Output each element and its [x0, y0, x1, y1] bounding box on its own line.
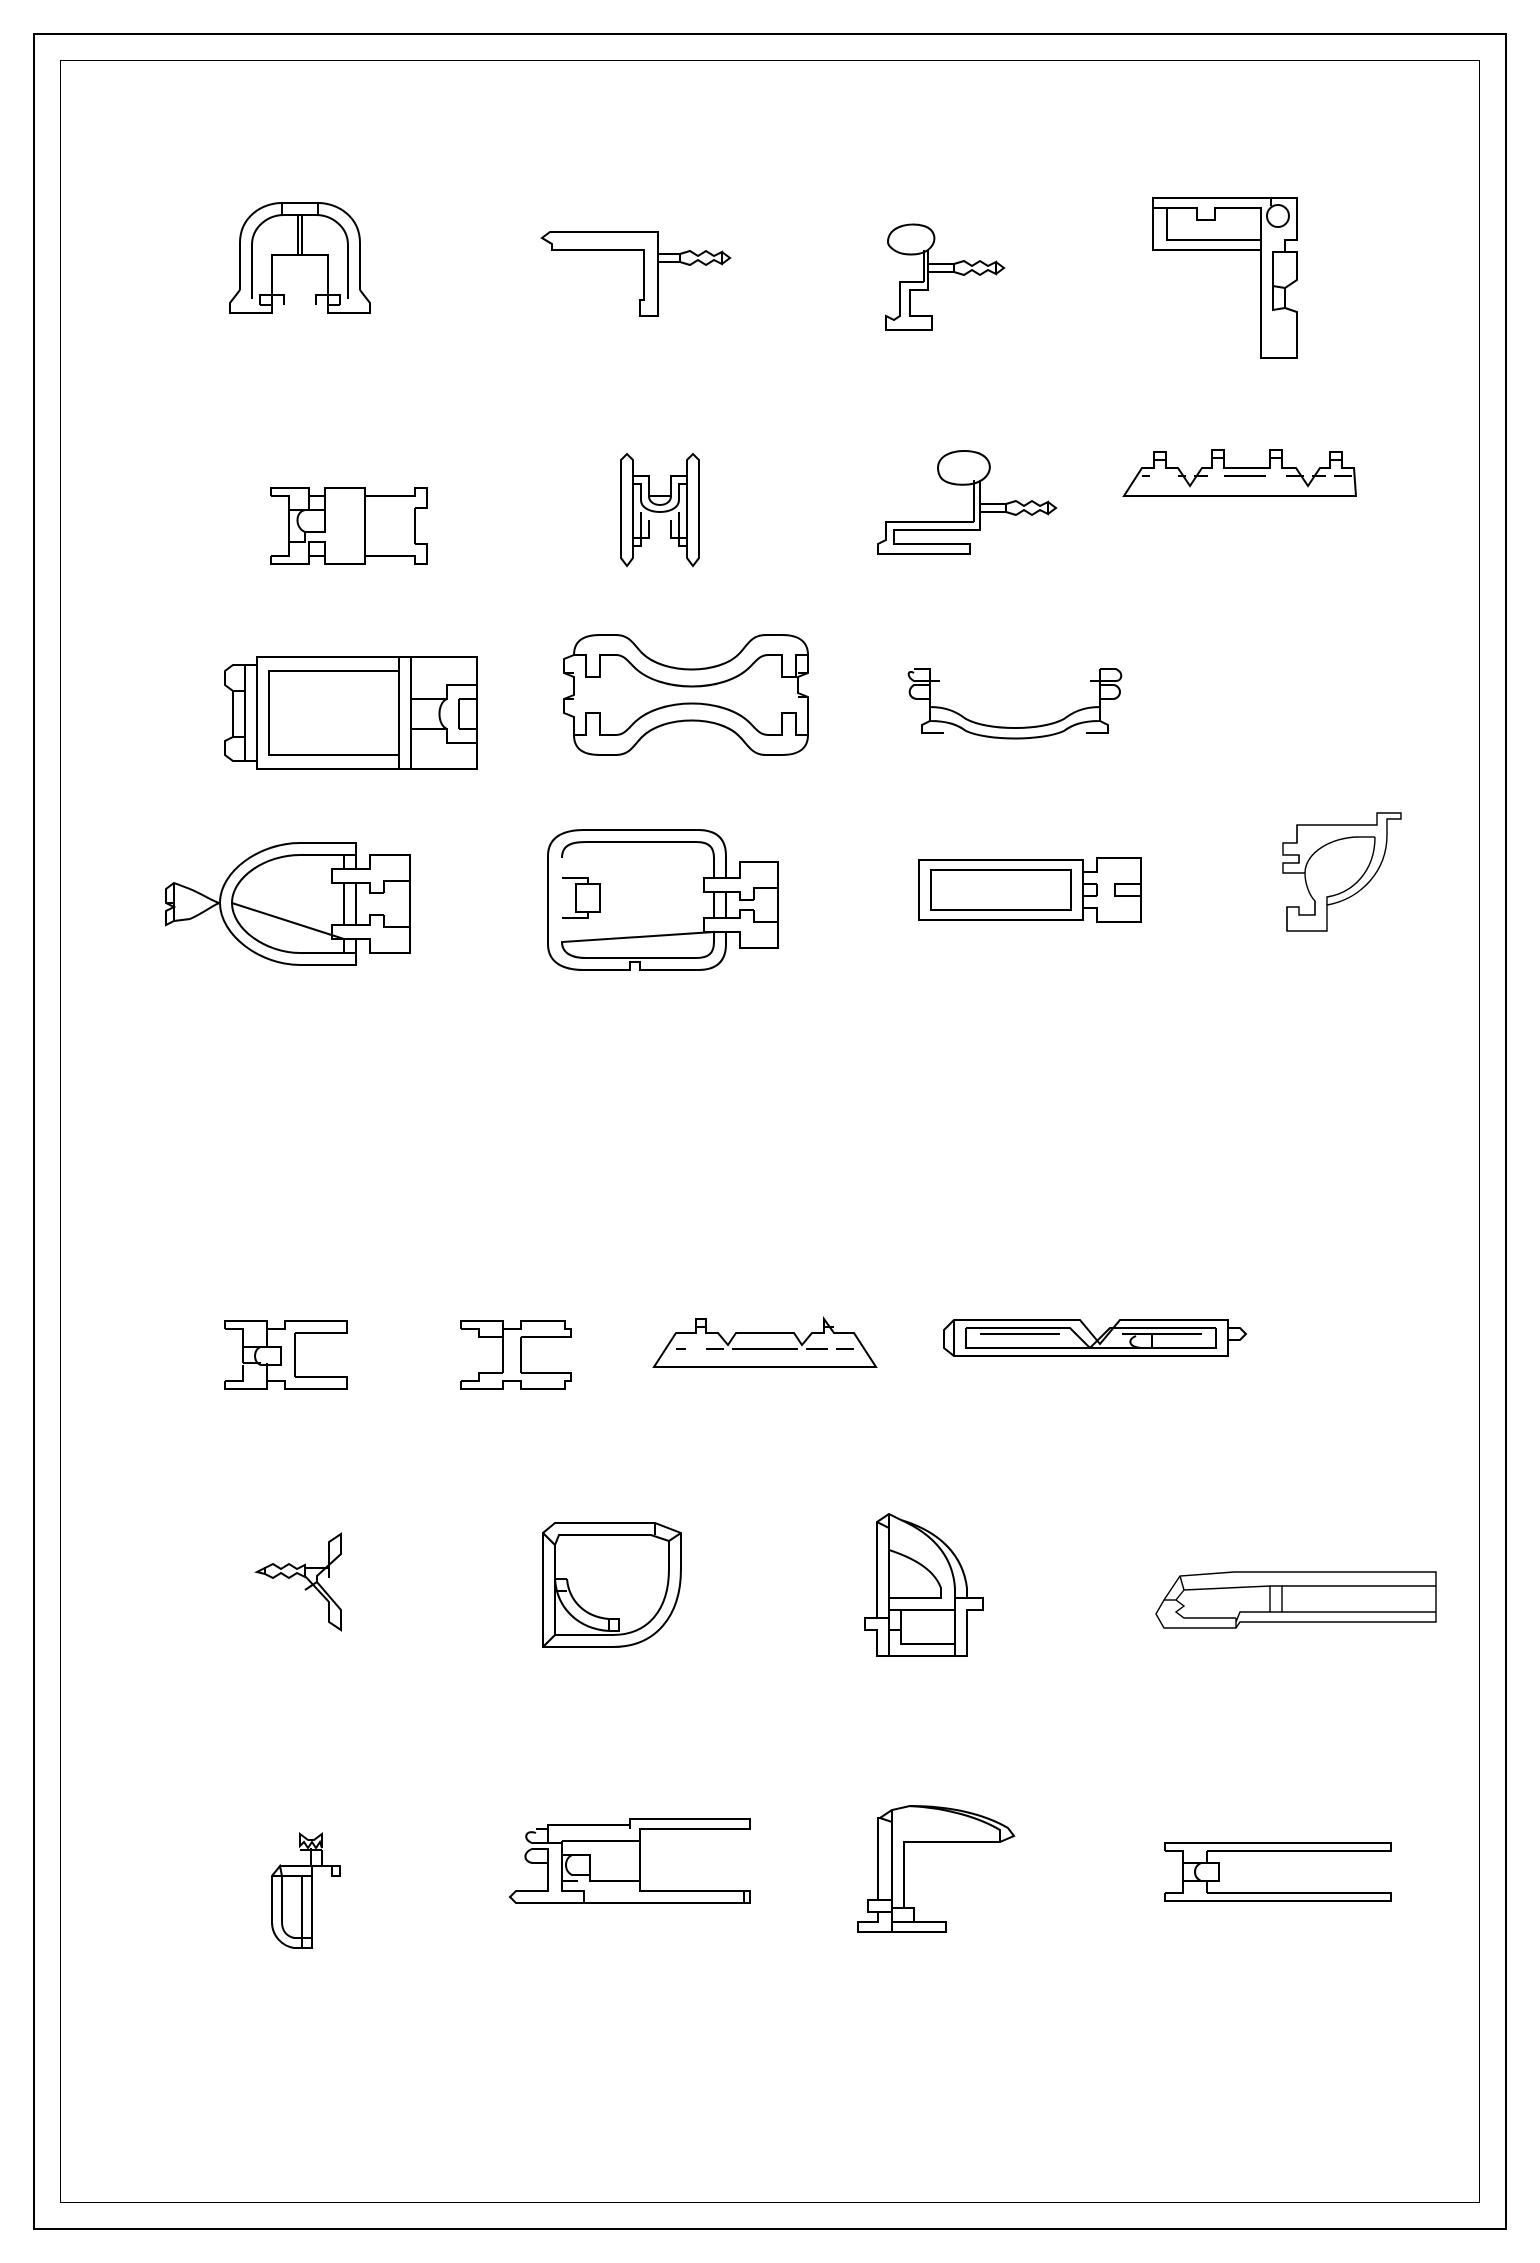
profile-flag-seal-angle-with-screw-profile — [870, 448, 1065, 568]
profile-corner-frame-box-profile — [1145, 190, 1330, 365]
profile-angle-bracket-with-screw-profile — [540, 230, 740, 335]
profile-i-beam-spacer-profile — [455, 1315, 575, 1395]
profile-lens-shaped-sash-profile — [160, 825, 420, 985]
profile-flat-cover-panel-profile — [1150, 1560, 1440, 1640]
profile-double-t-glazing-bead-profile — [215, 1315, 355, 1395]
profile-vertical-h-spacer-profile — [615, 450, 705, 580]
profile-curved-corner-box-profile — [535, 1515, 695, 1655]
profile-arched-low-rail-profile — [900, 655, 1130, 745]
profile-hook-flap-with-screw-profile — [245, 1530, 385, 1640]
profile-rounded-rectangle-sash-profile — [540, 822, 785, 977]
profile-small-flag-seal-with-screw-profile — [880, 220, 1040, 345]
profile-flat-ribbed-sill-profile — [650, 1315, 880, 1385]
profile-curved-handle-rail-profile — [1265, 795, 1415, 945]
profile-rectangular-box-frame-profile — [215, 645, 485, 780]
profile-waisted-double-chamber-profile — [560, 625, 820, 765]
profile-ribbed-threshold-sill-profile — [1120, 440, 1360, 510]
profile-long-flat-clip-rail-profile — [500, 1815, 760, 1910]
profile-double-flat-rail-profile — [1155, 1835, 1395, 1910]
profile-angled-blade-sill-profile — [850, 1800, 1030, 1940]
profile-plain-rectangular-tube-profile — [915, 850, 1155, 930]
profile-wide-threshold-track-profile — [940, 1300, 1260, 1380]
profile-h-connector-flat-profile — [265, 480, 435, 570]
profiles-grid — [60, 60, 1480, 2203]
profile-arched-clip-profile — [210, 195, 390, 330]
profile-curved-clip-with-screw-profile — [260, 1830, 380, 1960]
profile-curved-blade-frame-profile — [855, 1510, 1015, 1665]
